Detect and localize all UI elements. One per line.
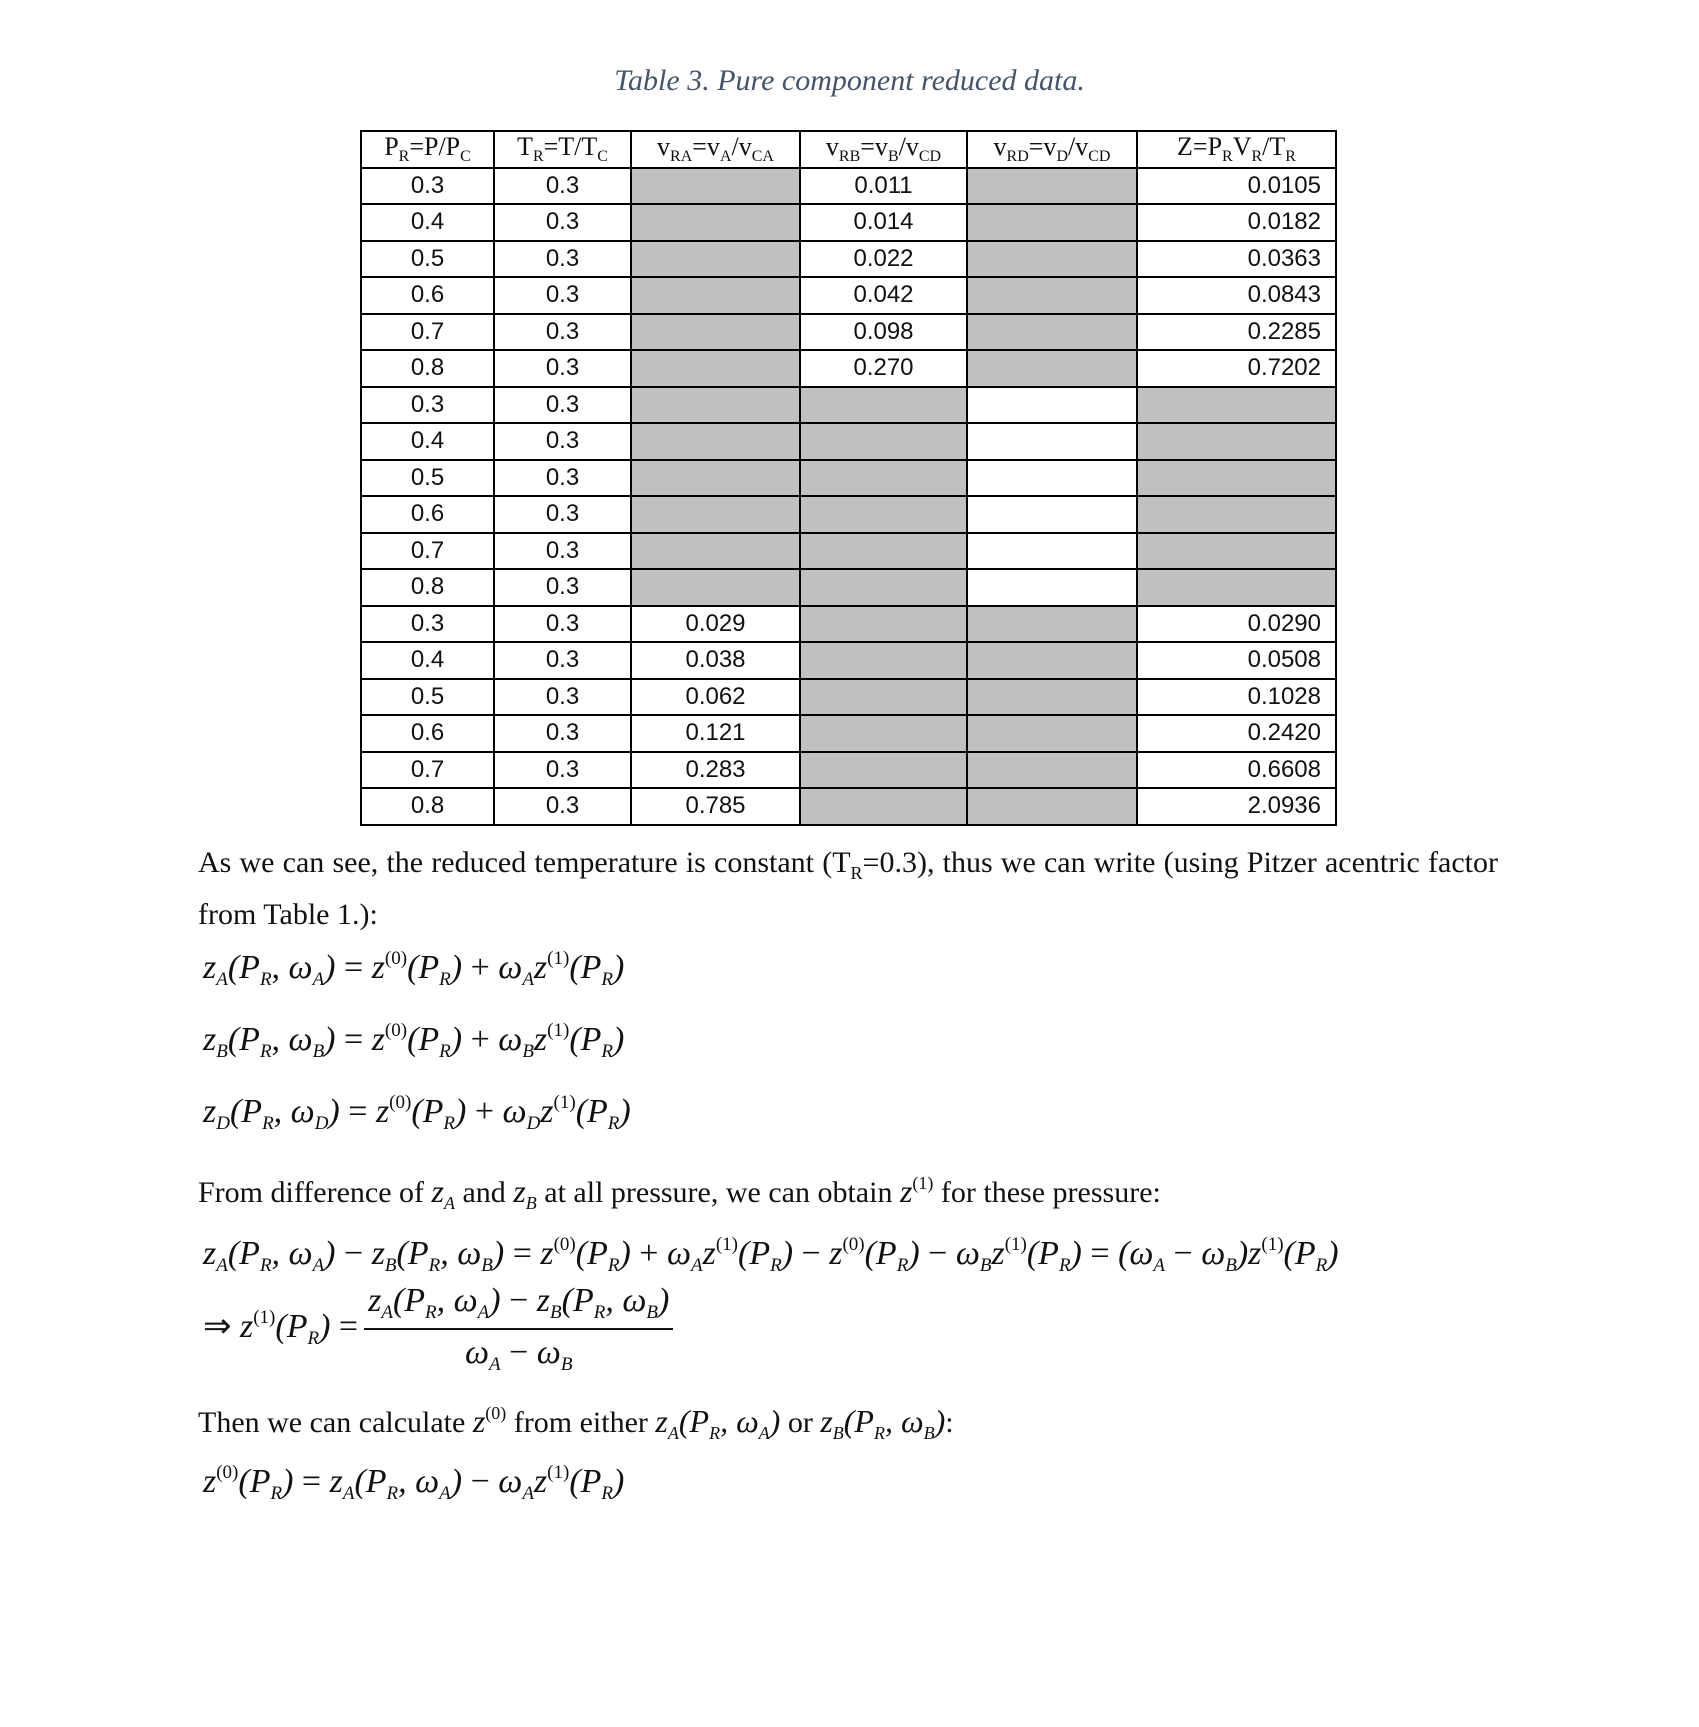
cell-volume-d xyxy=(967,533,1137,570)
cell-volume-d xyxy=(967,241,1137,278)
cell-volume-a xyxy=(631,314,800,351)
header-reduced-volume-b: $v_{RB}=v_B/v_{CD}$ xyxy=(800,131,967,168)
cell-volume-a xyxy=(631,423,800,460)
cell-volume-b xyxy=(800,533,967,570)
cell-reduced-temperature: 0.3 xyxy=(494,387,631,424)
cell-volume-d xyxy=(967,460,1137,497)
cell-volume-b xyxy=(800,387,967,424)
cell-volume-a xyxy=(631,204,800,241)
cell-reduced-pressure: 0.8 xyxy=(361,350,494,387)
cell-volume-a xyxy=(631,277,800,314)
cell-volume-d xyxy=(967,387,1137,424)
table-row xyxy=(361,606,1336,643)
cell-volume-b xyxy=(800,496,967,533)
cell-compressibility: 0.0182 xyxy=(1137,204,1336,241)
cell-volume-a: 0.062 xyxy=(631,679,800,716)
cell-reduced-pressure: 0.4 xyxy=(361,423,494,460)
cell-compressibility xyxy=(1137,533,1336,570)
cell-volume-a: 0.029 xyxy=(631,606,800,643)
cell-volume-a: 0.283 xyxy=(631,752,800,789)
cell-reduced-temperature: 0.3 xyxy=(494,606,631,643)
cell-volume-a xyxy=(631,460,800,497)
cell-compressibility xyxy=(1137,387,1336,424)
header-reduced-temperature: $T_R=T/T_C$ xyxy=(494,131,631,168)
cell-reduced-temperature: 0.3 xyxy=(494,314,631,351)
cell-compressibility xyxy=(1137,423,1336,460)
table-row xyxy=(361,314,1336,351)
cell-volume-b: 0.270 xyxy=(800,350,967,387)
table-row xyxy=(361,496,1336,533)
equation-z-b: $z_B(P_R$, $\omega_B) = z^{(0)}(P_R) + \omega_Bz^{(1)}(P_R)$ xyxy=(203,1020,625,1062)
table-row xyxy=(361,752,1336,789)
cell-volume-b xyxy=(800,642,967,679)
cell-volume-a xyxy=(631,387,800,424)
cell-volume-b xyxy=(800,752,967,789)
cell-volume-b xyxy=(800,460,967,497)
cell-volume-b: 0.098 xyxy=(800,314,967,351)
table-row xyxy=(361,569,1336,606)
cell-reduced-temperature: 0.3 xyxy=(494,241,631,278)
cell-compressibility: 2.0936 xyxy=(1137,788,1336,825)
cell-reduced-pressure: 0.3 xyxy=(361,606,494,643)
table-row xyxy=(361,387,1336,424)
paragraph-text: for these pressure: xyxy=(940,1176,1161,1209)
equation-z1-fraction: ⇒ $z^{(1)}(P_R)$ = $\frac{z_A(P_R, \omega_A) - z_B(P_R, \omega_B)}{\omega_A - \omega_B}$ xyxy=(203,1282,673,1376)
cell-reduced-temperature: 0.3 xyxy=(494,496,631,533)
cell-volume-d xyxy=(967,715,1137,752)
cell-volume-d xyxy=(967,350,1137,387)
cell-compressibility xyxy=(1137,460,1336,497)
cell-volume-d xyxy=(967,168,1137,205)
header-reduced-pressure: $P_R=P/P_C$ xyxy=(361,131,494,168)
cell-reduced-pressure: 0.7 xyxy=(361,314,494,351)
cell-reduced-temperature: 0.3 xyxy=(494,204,631,241)
cell-volume-a: 0.038 xyxy=(631,642,800,679)
table-row xyxy=(361,460,1336,497)
fraction: $\frac{z_A(P_R, \omega_A) - z_B(P_R, \omega_B)}{\omega_A - \omega_B}$ xyxy=(364,1282,673,1376)
cell-reduced-pressure: 0.6 xyxy=(361,715,494,752)
cell-volume-a: 0.121 xyxy=(631,715,800,752)
cell-compressibility: 0.0105 xyxy=(1137,168,1336,205)
cell-reduced-temperature: 0.3 xyxy=(494,569,631,606)
header-reduced-volume-a: $v_{RA}=v_A/v_{CA}$ xyxy=(631,131,800,168)
table-row xyxy=(361,204,1336,241)
cell-reduced-temperature: 0.3 xyxy=(494,715,631,752)
equation-difference: $z_A(P_R$, $\omega_A) - z_B(P_R$, $\omega_B) = z^{(0)}(P_R) + \omega_Az^{(1)}(P_R) - z^{(0)}(P_R) - \omega_Bz^{(1)}(P_R) = (\omega_A - \omega_B)z^{(1)}(P_R)$ xyxy=(203,1234,1339,1276)
cell-compressibility xyxy=(1137,569,1336,606)
header-reduced-volume-d: $v_{RD}=v_D/v_{CD}$ xyxy=(967,131,1137,168)
table-row xyxy=(361,277,1336,314)
table-row xyxy=(361,642,1336,679)
header-compressibility: $Z=P_RV_R/T_R$ xyxy=(1137,131,1336,168)
cell-reduced-temperature: 0.3 xyxy=(494,642,631,679)
cell-volume-b xyxy=(800,569,967,606)
paragraph-text: From difference of xyxy=(198,1176,425,1209)
cell-volume-d xyxy=(967,752,1137,789)
cell-reduced-pressure: 0.4 xyxy=(361,642,494,679)
cell-volume-a xyxy=(631,168,800,205)
equation-z-a: $z_A(P_R$, $\omega_A) = z^{(0)}(P_R) + \omega_Az^{(1)}(P_R)$ xyxy=(203,948,625,990)
cell-reduced-pressure: 0.7 xyxy=(361,533,494,570)
paragraph-calculate-z0: Then we can calculate $z^{(0)}$ from either $z_A(P_R$, $\omega_A$) or $z_B(P_R$, $\omega_B$): xyxy=(198,1403,954,1443)
cell-compressibility: 0.1028 xyxy=(1137,679,1336,716)
equation-z-d: $z_D(P_R$, $\omega_D) = z^{(0)}(P_R) + \omega_Dz^{(1)}(P_R)$ xyxy=(203,1092,631,1134)
cell-reduced-temperature: 0.3 xyxy=(494,788,631,825)
table-row xyxy=(361,423,1336,460)
paragraph-text: As we can see, the reduced temperature is constant (T xyxy=(198,846,851,879)
paragraph-text: Then we can calculate xyxy=(198,1406,466,1439)
cell-volume-b xyxy=(800,423,967,460)
paragraph-text: and xyxy=(462,1176,506,1209)
cell-reduced-temperature: 0.3 xyxy=(494,460,631,497)
cell-reduced-pressure: 0.7 xyxy=(361,752,494,789)
paragraph-text: at all pressure, we can obtain xyxy=(544,1176,893,1209)
cell-volume-d xyxy=(967,642,1137,679)
cell-reduced-temperature: 0.3 xyxy=(494,752,631,789)
table-header-row xyxy=(361,131,1336,168)
cell-volume-a xyxy=(631,569,800,606)
cell-reduced-temperature: 0.3 xyxy=(494,350,631,387)
cell-reduced-temperature: 0.3 xyxy=(494,168,631,205)
table-caption: Table 3. Pure component reduced data. xyxy=(614,64,1085,97)
cell-reduced-temperature: 0.3 xyxy=(494,679,631,716)
cell-volume-d xyxy=(967,788,1137,825)
cell-volume-d xyxy=(967,496,1137,533)
cell-volume-b xyxy=(800,606,967,643)
cell-volume-b: 0.011 xyxy=(800,168,967,205)
paragraph-subscript: R xyxy=(850,863,863,883)
cell-volume-a xyxy=(631,350,800,387)
cell-compressibility: 0.6608 xyxy=(1137,752,1336,789)
cell-volume-d xyxy=(967,679,1137,716)
paragraph-text: or xyxy=(787,1406,813,1439)
cell-compressibility xyxy=(1137,496,1336,533)
cell-reduced-temperature: 0.3 xyxy=(494,423,631,460)
table-row xyxy=(361,533,1336,570)
paragraph-text: =0.3), thus we can write (using Pitzer acentric factor from Table 1.): xyxy=(198,846,1498,931)
cell-compressibility: 0.0363 xyxy=(1137,241,1336,278)
cell-reduced-temperature: 0.3 xyxy=(494,533,631,570)
cell-volume-a xyxy=(631,496,800,533)
cell-reduced-pressure: 0.3 xyxy=(361,387,494,424)
table-row xyxy=(361,168,1336,205)
cell-reduced-pressure: 0.5 xyxy=(361,679,494,716)
cell-volume-d xyxy=(967,569,1137,606)
cell-volume-b: 0.022 xyxy=(800,241,967,278)
cell-volume-d xyxy=(967,606,1137,643)
table-row xyxy=(361,350,1336,387)
cell-reduced-pressure: 0.3 xyxy=(361,168,494,205)
cell-volume-a: 0.785 xyxy=(631,788,800,825)
cell-volume-d xyxy=(967,423,1137,460)
cell-reduced-pressure: 0.8 xyxy=(361,788,494,825)
cell-volume-b: 0.042 xyxy=(800,277,967,314)
cell-volume-b xyxy=(800,679,967,716)
cell-compressibility: 0.7202 xyxy=(1137,350,1336,387)
cell-volume-b xyxy=(800,715,967,752)
cell-volume-a xyxy=(631,533,800,570)
reduced-data-table xyxy=(360,130,1337,826)
table-row xyxy=(361,788,1336,825)
cell-volume-d xyxy=(967,204,1137,241)
cell-compressibility: 0.0843 xyxy=(1137,277,1336,314)
cell-volume-d xyxy=(967,277,1137,314)
cell-volume-b xyxy=(800,788,967,825)
paragraph-difference: From difference of $z_A$ and $z_B$ at all pressure, we can obtain $z^{(1)}$ for these pressure: xyxy=(198,1173,1161,1213)
cell-reduced-pressure: 0.6 xyxy=(361,496,494,533)
cell-reduced-pressure: 0.8 xyxy=(361,569,494,606)
cell-reduced-temperature: 0.3 xyxy=(494,277,631,314)
cell-reduced-pressure: 0.6 xyxy=(361,277,494,314)
cell-volume-d xyxy=(967,314,1137,351)
cell-volume-a xyxy=(631,241,800,278)
paragraph-text: from either xyxy=(513,1406,648,1439)
paragraph-reduced-temperature xyxy=(198,842,1498,936)
equation-z0: $z^{(0)}(P_R) = z_A(P_R$, $\omega_A) - \omega_Az^{(1)}(P_R)$ xyxy=(203,1462,625,1504)
cell-reduced-pressure: 0.5 xyxy=(361,460,494,497)
cell-volume-b: 0.014 xyxy=(800,204,967,241)
cell-reduced-pressure: 0.4 xyxy=(361,204,494,241)
cell-compressibility: 0.0290 xyxy=(1137,606,1336,643)
cell-reduced-pressure: 0.5 xyxy=(361,241,494,278)
cell-compressibility: 0.2285 xyxy=(1137,314,1336,351)
table-row xyxy=(361,715,1336,752)
table-row xyxy=(361,241,1336,278)
table-row xyxy=(361,679,1336,716)
cell-compressibility: 0.0508 xyxy=(1137,642,1336,679)
cell-compressibility: 0.2420 xyxy=(1137,715,1336,752)
